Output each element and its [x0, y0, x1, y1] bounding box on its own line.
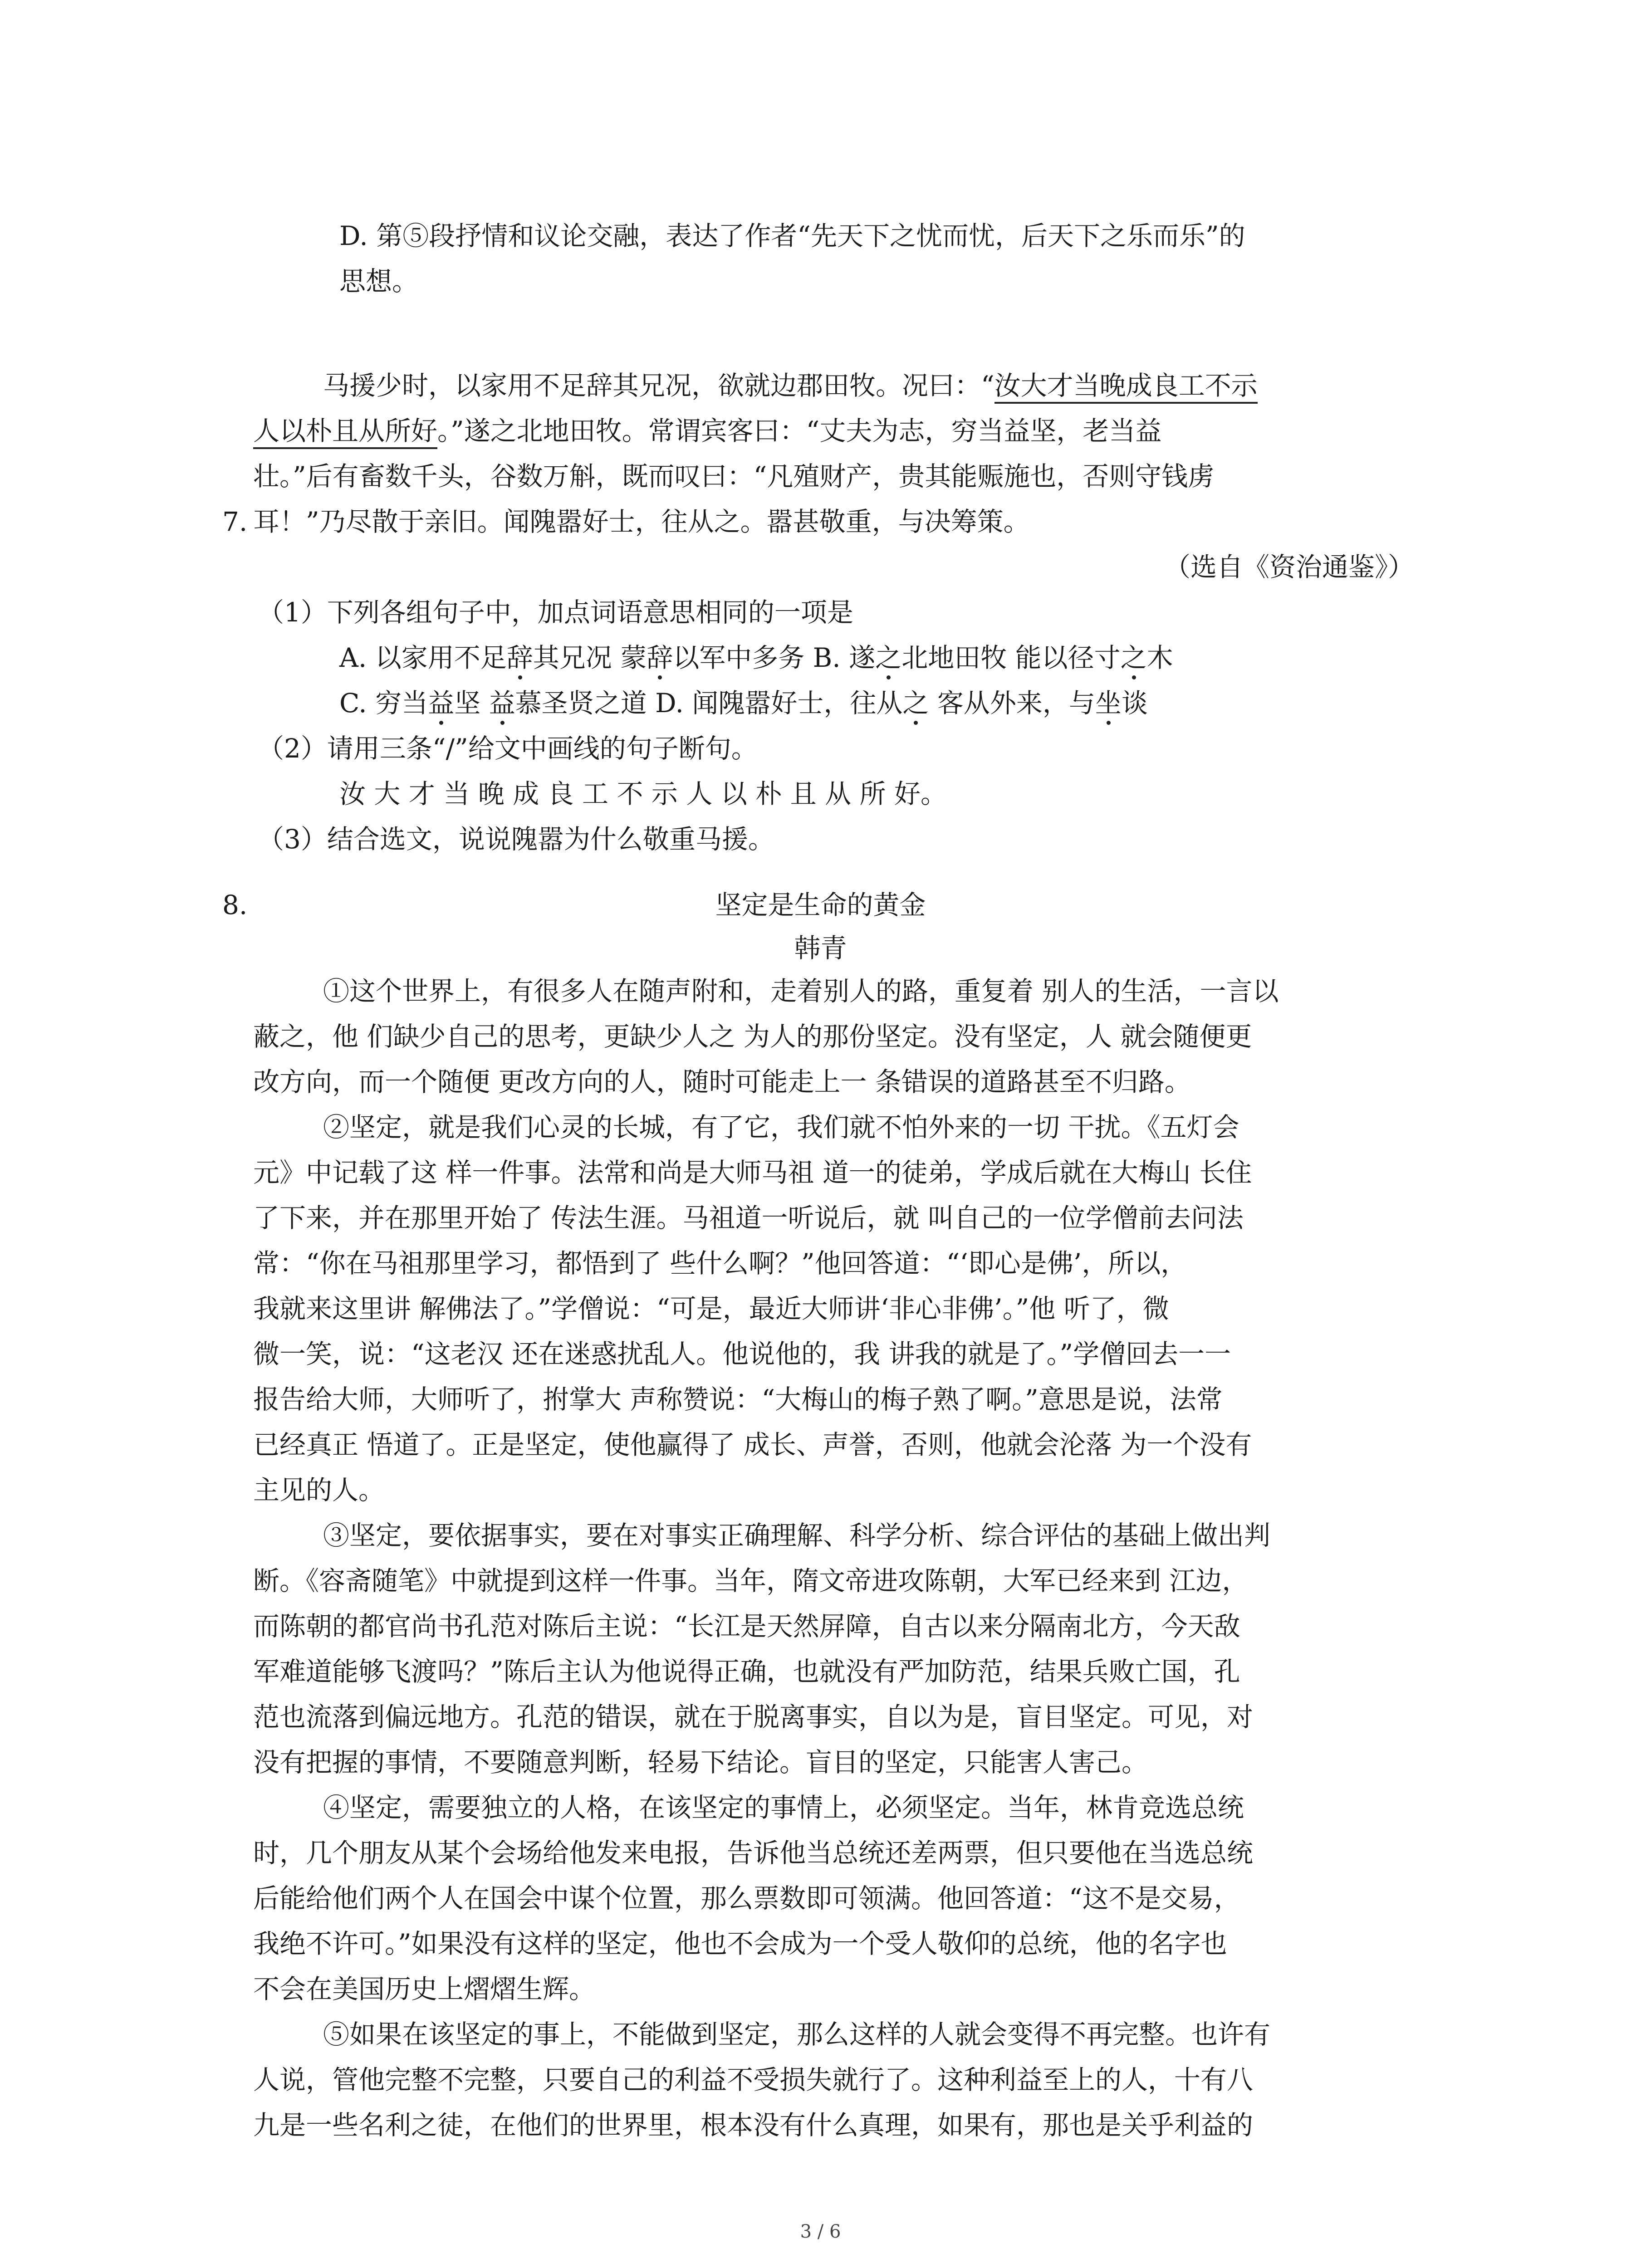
- q7-sub1-options-cd: [339, 680, 1148, 727]
- article-line: 主见的人。: [253, 1475, 385, 1505]
- article-line: 九是一些名利之徒，在他们的世界里，根本没有什么真理，如果有，那也是关乎利益的: [253, 2110, 1254, 2141]
- underlined-sentence: 人以朴且从所好: [253, 415, 437, 449]
- dotted-word: 益: [489, 688, 515, 719]
- option-text: C. 穷当: [339, 688, 428, 719]
- q7-sub2-label: （2）请用三条“/”给文中画线的句子断句。: [258, 733, 758, 764]
- q7-number: 7.: [222, 506, 248, 537]
- article-line: ③坚定，要依据事实，要在对事实正确理解、科学分析、综合评估的基础上做出判: [323, 1520, 1271, 1551]
- article-line: 后能给他们两个人在国会中谋个位置，那么票数即可领满。他回答道：“这不是交易，: [253, 1883, 1240, 1914]
- article-line: 常：“你在马祖那里学习，都悟到了 些什么啊？”他回答道：“‘即心是佛’，所以，: [253, 1248, 1187, 1279]
- dotted-word: 益: [428, 688, 455, 719]
- q7-passage-line2: [253, 408, 1161, 455]
- q7-sub2-sentence: 汝 大 才 当 晚 成 良 工 不 示 人 以 朴 且 从 所 好。: [339, 778, 947, 809]
- option-text: 慕圣贤之道 D. 闻隗嚣好士，往从: [515, 688, 903, 719]
- article-line: 军难道能够飞渡吗？”陈后主认为他说得正确，也就没有严加防范，结果兵败亡国，孔: [253, 1656, 1240, 1687]
- q8-number: 8.: [222, 890, 248, 920]
- option-text: 木: [1146, 642, 1173, 673]
- article-line: 范也流落到偏远地方。孔范的错误，就在于脱离事实，自以为是，盲目坚定。可见，对: [253, 1701, 1254, 1732]
- dotted-word: 辞: [647, 642, 673, 673]
- underlined-sentence: 汝大才当晚成良工不示: [994, 370, 1258, 404]
- dotted-word: 辞: [506, 642, 533, 673]
- article-line: ①这个世界上，有很多人在随声附和，走着别人的路，重复着 别人的生活，一言以: [323, 976, 1279, 1007]
- article-line: ④坚定，需要独立的人格，在该坚定的事情上，必须坚定。当年，林肯竞选总统: [323, 1792, 1244, 1823]
- q7-passage-line4: 耳！”乃尽散于亲旧。闻隗嚣好士，往从之。嚣甚敬重，与决筹策。: [253, 506, 1030, 537]
- dotted-word: 之: [1120, 642, 1147, 673]
- article-line: 我就来这里讲 解佛法了。”学僧说：“可是，最近大师讲‘非心非佛’。”他 听了，微: [253, 1293, 1169, 1324]
- option-text: A. 以家用不足: [339, 642, 507, 673]
- article-line: 不会在美国历史上熠熠生辉。: [253, 1974, 596, 2004]
- option-text: 坚: [454, 688, 489, 719]
- dotted-word: 之: [902, 688, 929, 719]
- article-line: ⑤如果在该坚定的事上，不能做到坚定，那么这样的人就会变得不再完整。也许有: [323, 2019, 1271, 2050]
- q6-option-d-line2: 思想。: [339, 266, 419, 297]
- q7-sub3-label: （3）结合选文，说说隗嚣为什么敬重马援。: [258, 824, 774, 855]
- option-text: 以军中多务 B. 遂: [673, 642, 876, 673]
- option-text: 其兄况 蒙: [533, 642, 647, 673]
- q7-passage-line3: 壮。”后有畜数千头，谷数万斛，既而叹曰：“凡殖财产，贵其能赈施也，否则守钱虏: [253, 461, 1215, 492]
- passage-text: 。”遂之北地田牧。常谓宾客曰：“丈夫为志，穷当益坚，老当益: [437, 415, 1162, 446]
- article-line: 了下来，并在那里开始了 传法生涯。马祖道一听说后，就 叫自己的一位学僧前去问法: [253, 1202, 1244, 1233]
- article-line: 断。《容斋随笔》中就提到这样一件事。当年，隋文帝进攻陈朝，大军已经来到 江边，: [253, 1565, 1249, 1596]
- q7-sub1-options-ab: [339, 635, 1173, 681]
- dotted-word: 坐: [1095, 688, 1122, 719]
- q7-passage-line1: [323, 363, 1258, 409]
- article-line: 人说，管他完整不完整，只要自己的利益不受损失就行了。这种利益至上的人，十有八: [253, 2064, 1254, 2095]
- dotted-word: 之: [875, 642, 902, 673]
- option-text: 客从外来，与: [929, 688, 1095, 719]
- q7-source: （选自《资治通鉴》）: [1164, 552, 1414, 582]
- option-text: 谈: [1121, 688, 1148, 719]
- article-author: 韩青: [794, 933, 847, 963]
- page-number: 3 / 6: [800, 2221, 841, 2242]
- q7-sub1-label: （1）下列各组句子中，加点词语意思相同的一项是: [258, 597, 853, 628]
- article-line: 改方向，而一个随便 更改方向的人，随时可能走上一 条错误的道路甚至不归路。: [253, 1066, 1191, 1097]
- option-text: 北地田牧 能以径寸: [901, 642, 1121, 673]
- article-line: 微一笑，说：“这老汉 还在迷惑扰乱人。他说他的，我 讲我的就是了。”学僧回去一一: [253, 1339, 1231, 1369]
- article-line: 已经真正 悟道了。正是坚定，使他赢得了 成长、声誉，否则，他就会沦落 为一个没有: [253, 1429, 1252, 1460]
- article-line: 时，几个朋友从某个会场给他发来电报，告诉他当总统还差两票，但只要他在当选总统: [253, 1838, 1254, 1868]
- passage-text: 马援少时，以家用不足辞其兄况，欲就边郡田牧。况曰：“: [323, 370, 994, 401]
- article-line: 蔽之，他 们缺少自己的思考，更缺少人之 为人的那份坚定。没有坚定，人 就会随便更: [253, 1021, 1252, 1052]
- article-line: ②坚定，就是我们心灵的长城，有了它，我们就不怕外来的一切 干扰。《五灯会: [323, 1112, 1239, 1143]
- article-line: 报告给大师，大师听了，拊掌大 声称赞说：“大梅山的梅子熟了啊。”意思是说，法常: [253, 1384, 1223, 1415]
- article-title: 坚定是生命的黄金: [715, 890, 926, 920]
- q6-option-d-line1: D. 第⑤段抒情和议论交融，表达了作者“先天下之忧而忧，后天下之乐而乐”的: [339, 220, 1245, 251]
- article-line: 而陈朝的都官尚书孔范对陈后主说：“长江是天然屏障，自古以来分隔南北方，今天敌: [253, 1611, 1240, 1642]
- article-line: 元》中记载了这 样一件事。法常和尚是大师马祖 道一的徒弟，学成后就在大梅山 长住: [253, 1157, 1252, 1188]
- article-line: 没有把握的事情，不要随意判断，轻易下结论。盲目的坚定，只能害人害己。: [253, 1747, 1148, 1778]
- article-line: 我绝不许可。”如果没有这样的坚定，他也不会成为一个受人敬仰的总统，他的名字也: [253, 1928, 1227, 1959]
